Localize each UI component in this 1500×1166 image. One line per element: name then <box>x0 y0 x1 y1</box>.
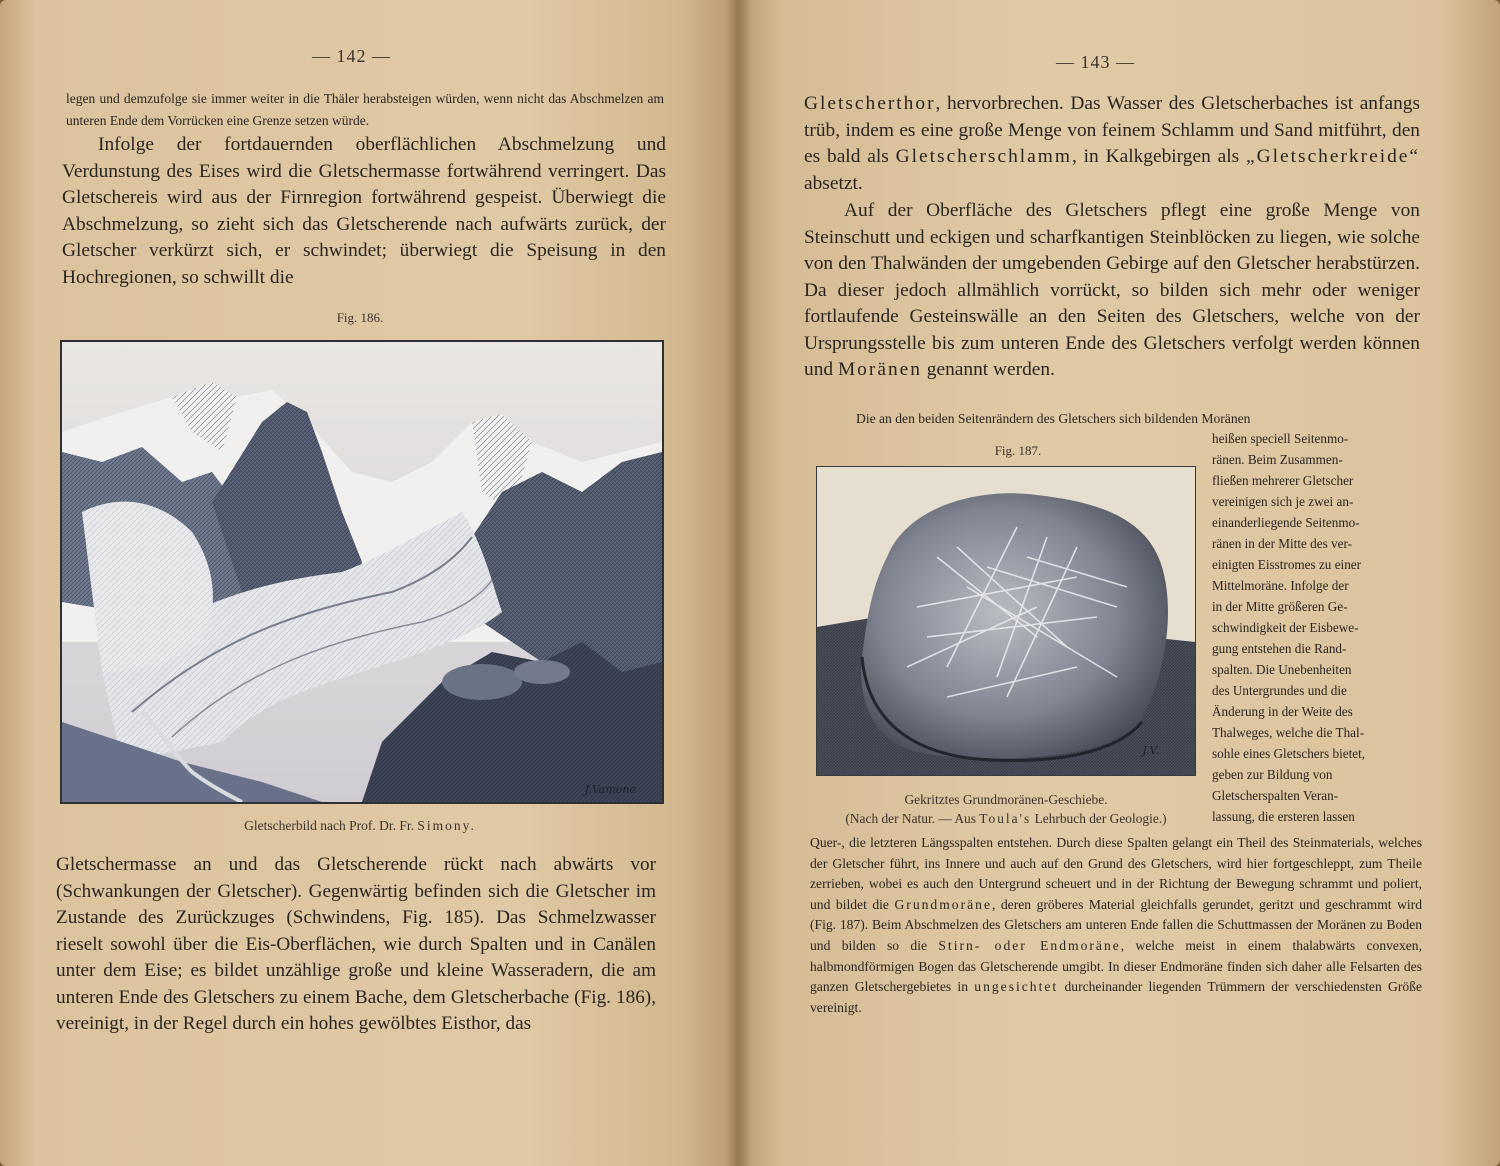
book-gutter <box>726 0 752 1166</box>
side-line: Gletscherspalten Veran- <box>1212 788 1339 803</box>
side-line: Thalweges, welche die Thal- <box>1212 725 1365 740</box>
figure-187-caption-line1: Gekritztes Grundmoränen-Geschiebe. <box>904 792 1108 807</box>
figure-187-caption <box>810 790 1202 828</box>
bottom-text-a: Quer-, die letzteren Längsspalten entstehen. Durch diese Spalten gelangt ein Theil des Steinmaterials, welches der Gletscher führt, ins Innere und auch auf den Grund des Gletschers, wird hier fortgeschleppt, zum Theile zerrieben, wobei es auch den Untergrund scheuert und in der Richtung der Bewegung schrammt und poliert, und bildet die <box>810 835 1422 912</box>
figure-186-caption <box>160 818 560 834</box>
right-small-first-line: Die an den beiden Seitenrändern des Gletschers sich bildenden Moränen <box>856 411 1251 426</box>
side-line: heißen speciell Seitenmo- <box>1212 431 1349 446</box>
figure-187-label: Fig. 187. <box>994 443 1042 458</box>
side-line: lassung, die ersteren lassen <box>1212 809 1355 824</box>
caption-line2-a: (Nach der Natur. — Aus <box>845 811 980 826</box>
right-paragraph-2-end: genannt werden. <box>921 359 1055 381</box>
right-paragraph-2-text: Auf der Oberfläche des Gletschers pflegt eine große Menge von Steinschutt und eckigen und scharfkantigen Steinblöcken zu liegen, wie solche von den Thalwänden der umgebenden Gebirge auf den Gletscher herabstürzen. Da dieser jedoch allmählich vorrückt, so bilden sich mehr oder weniger fortlaufende Gesteinswälle an den Seiten des Gletschers, welche von der Ursprungsstelle bis zum unteren Ende des Gletschers verfolgt werden können und <box>804 200 1420 381</box>
right-page <box>738 0 1500 1166</box>
glacier-illustration <box>62 342 662 802</box>
side-line: in der Mitte größeren Ge- <box>1212 599 1348 614</box>
side-line: schwindigkeit der Eisbewe- <box>1212 620 1359 635</box>
figure-187-boulder-engraving <box>816 466 1196 776</box>
right-paragraph-2 <box>804 198 1420 384</box>
right-paragraph-1-text-c: absetzt. <box>804 172 863 194</box>
term-gletscherthor: Gletscherthor <box>804 93 936 114</box>
right-bottom-paragraph <box>810 833 1422 1018</box>
bottom-text-e: , welche meist in einem thalabwärts convexen, halbmondförmigen Bogen das Gletscherende umgibt. In dieser Endmoräne finden sich daher alle Felsarten des ganzen Gletschergebietes in <box>810 937 1422 995</box>
scratched-boulder-illustration <box>817 467 1195 775</box>
figure-186-caption-name: Simony. <box>417 818 476 833</box>
term-grundmoraene: Grundmoräne <box>894 896 992 912</box>
term-moraenen: Moränen <box>837 359 922 381</box>
term-ungesichtet: ungesichtet <box>974 979 1059 995</box>
side-line: ränen. Beim Zusammen- <box>1212 452 1343 467</box>
left-paragraph-2: Gletschermasse an und das Gletscherende rückt nach abwärts vor (Schwankungen der Gletscher). Gegenwärtig befinden sich die Gletscher im Zustande des Zurückzuges (Schwindens, Fig. 185). Das Schmelzwasser rieselt sowohl über die Eis-Oberflächen, wie durch Spalten und in Canälen unter dem Eise; es bildet unzählige große und kleine Wasseradern, die am unteren Ende des Gletschers zu einem Bache, dem Gletscherbache (Fig. 186), vereinigt, in der Regel durch ein hohes gewölbtes Eisthor, das <box>56 854 656 1034</box>
side-line: gung entstehen die Rand- <box>1212 641 1347 656</box>
left-paragraph-1-text: Infolge der fortdauernden oberflächlichen Abschmelzung und Verdunstung des Eises wird die Gletschermasse fortwährend verringert. Das Gletschereis wird aus der Firnregion fortwährend gespeist. Überwiegt die Abschmelzung, so zieht sich das Gletscherende nach aufwärts zurück, der Gletscher verkürzt sich, er schwindet; überwiegt die Speisung in den Hochregionen, so schwillt die <box>62 134 666 288</box>
side-line: spalten. Die Unebenheiten <box>1212 662 1352 677</box>
figure-186-label: Fig. 186. <box>336 310 384 325</box>
caption-line2-c: Lehrbuch der Geologie.) <box>1031 811 1167 826</box>
side-line: sohle eines Gletschers bietet, <box>1212 746 1366 761</box>
side-line: Mittelmoräne. Infolge der <box>1212 578 1349 593</box>
figure-187-caption-line2 <box>810 809 1202 828</box>
right-paragraph-1-text-b: , in Kalkgebirgen als <box>1071 146 1247 168</box>
bottom-text-g: durcheinander liegenden Trümmern der verschiedensten Größe vereinigt. <box>810 979 1423 1015</box>
left-intro-text: legen und demzufolge sie immer weiter in die Thäler herabsteigen würden, wenn nicht das Abschmelzen am unteren Ende dem Vorrücken eine Grenze setzen würde. <box>66 91 664 128</box>
side-line: des Untergrundes und die <box>1212 683 1347 698</box>
figure-186-caption-prefix: Gletscherbild nach Prof. Dr. Fr. <box>244 818 414 833</box>
side-line: vereinigen sich je zwei an- <box>1212 494 1354 509</box>
side-line: geben zur Bildung von <box>1212 767 1333 782</box>
bottom-text-c: , deren gröberes Material gleichfalls gerundet, geritzt und geschrammt wird (Fig. 187). Beim Abschmelzen des Gletschers am unteren Ende fallen die Schuttmassen der Moränen zu Boden und bilden so die <box>810 896 1423 953</box>
caption-author-toula: Toula's <box>979 811 1032 826</box>
term-endmoraene: Stirn- oder Endmoräne <box>938 937 1121 953</box>
term-gletscherkreide: „Gletscherkreide“ <box>1246 146 1420 168</box>
side-line: fließen mehrerer Gletscher <box>1212 473 1354 488</box>
left-page <box>0 0 738 1166</box>
right-side-column <box>1212 428 1422 827</box>
figure-186-glacier-engraving <box>60 340 664 804</box>
term-gletscherschlamm: Gletscherschlamm <box>895 146 1072 168</box>
side-line: ränen in der Mitte des ver- <box>1212 536 1352 551</box>
right-paragraph-1 <box>804 91 1420 197</box>
left-paragraph-1 <box>62 132 666 291</box>
side-line: einanderliegende Seitenmo- <box>1212 515 1360 530</box>
side-line: Änderung in der Weite des <box>1212 704 1353 719</box>
figure-186-signature: J.Vamone <box>584 783 636 796</box>
figure-187-signature: J.V. <box>1142 744 1159 757</box>
page-number-143: — 143 — <box>1056 52 1135 72</box>
page-number-142: — 142 — <box>312 46 391 66</box>
right-paragraph-1-text-a: , hervorbrechen. Das Wasser des Gletscherbaches ist anfangs trüb, indem es eine große Menge von feinem Schlamm und Sand mitführt, den es bald als <box>804 93 1420 168</box>
side-line: einigten Eisstromes zu einer <box>1212 557 1362 572</box>
